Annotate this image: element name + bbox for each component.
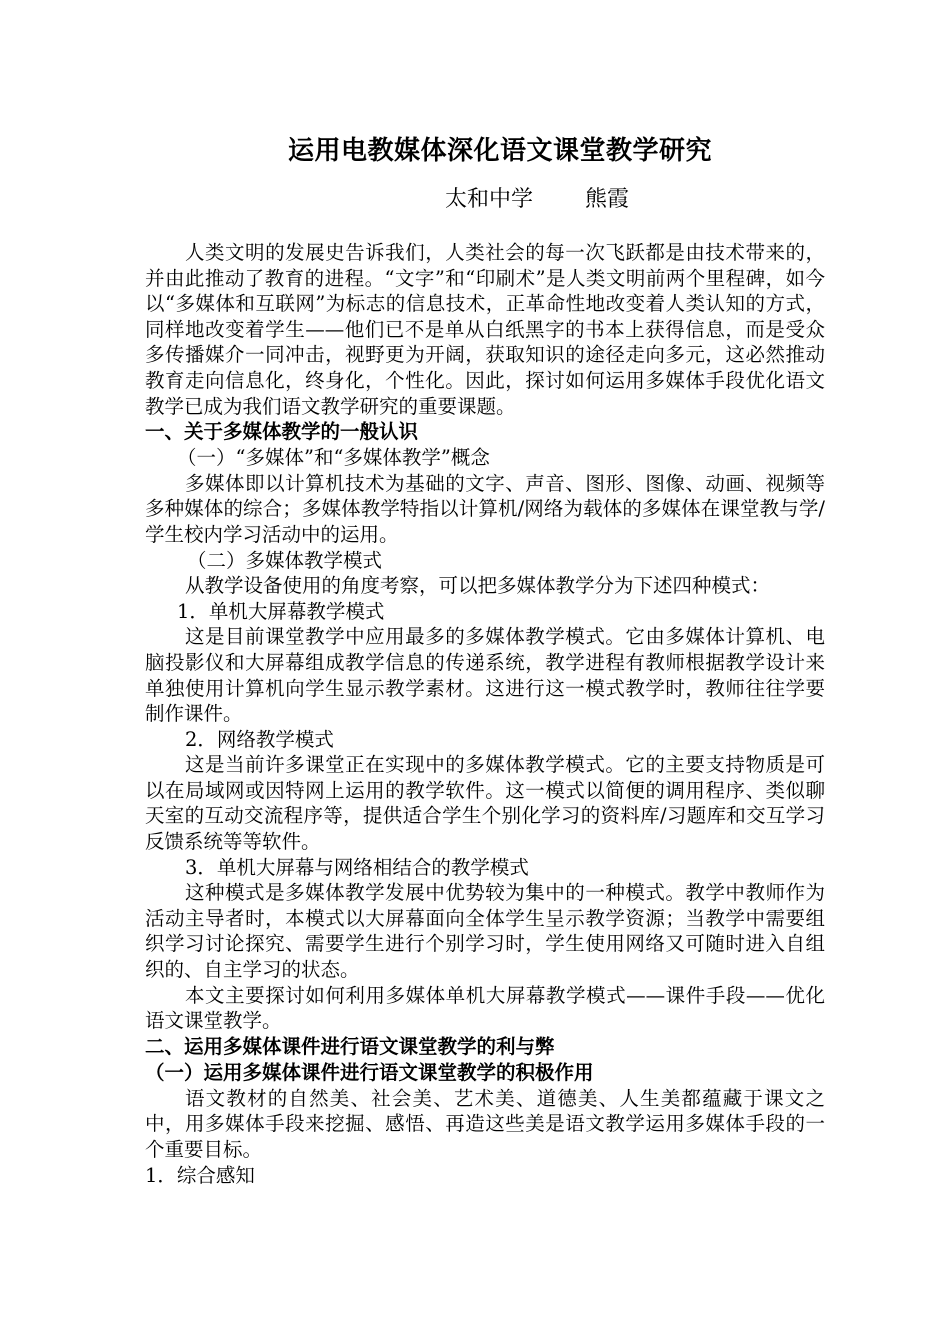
- item1-heading: 1．综合感知: [145, 1163, 255, 1187]
- author-line: [145, 180, 825, 220]
- mode1-paragraph: 这是目前课堂教学中应用最多的多媒体教学模式。它由多媒体计算机、电脑投影仪和大屏幕组成教学信息的传递系统，教学进程有教师根据教学设计来单独使用计算机向学生显示教学素材。这进行这一模式教学时，教师往往学要制作课件。: [145, 625, 825, 726]
- document-page: [145, 130, 825, 1188]
- document-title: 运用电教媒体深化语文课堂教学研究: [287, 136, 712, 166]
- summary-paragraph: 本文主要探讨如何利用多媒体单机大屏幕教学模式——课件手段——优化语文课堂教学。: [145, 983, 825, 1033]
- author-school: 太和中学: [445, 187, 534, 212]
- section1-subheading-2: （二）多媒体教学模式: [187, 548, 383, 572]
- section2-sub1-paragraph: 语文教材的自然美、社会美、艺术美、道德美、人生美都蕴藏于课文之中，用多媒体手段来挖掘、感悟、再造这些美是语文教学运用多媒体手段的一个重要目标。: [145, 1086, 825, 1161]
- mode3-paragraph: 这种模式是多媒体教学发展中优势较为集中的一种模式。教学中教师作为活动主导者时，本模式以大屏幕面向全体学生呈示教学资源；当教学中需要组织学习讨论探究、需要学生进行个别学习时，学生使用网络又可随时进入自组织的、自主学习的状态。: [145, 881, 825, 982]
- mode3-heading: 3．单机大屏幕与网络相结合的教学模式: [185, 855, 529, 879]
- section2-heading: 二、运用多媒体课件进行语文课堂教学的利与弊: [145, 1034, 555, 1058]
- section1-subheading-1: （一）“多媒体”和“多媒体教学”概念: [177, 446, 490, 470]
- section1-sub1-paragraph: 多媒体即以计算机技术为基础的文字、声音、图形、图像、动画、视频等多种媒体的综合；多媒体教学特指以计算机/网络为载体的多媒体在课堂教与学/学生校内学习活动中的运用。: [145, 471, 825, 546]
- intro-paragraph: 人类文明的发展史告诉我们，人类社会的每一次飞跃都是由技术带来的，并由此推动了教育的进程。“文字”和“印刷术”是人类文明前两个里程碑，如今以“多媒体和互联网”为标志的信息技术，正革命性地改变着人类认知的方式，同样地改变着学生——他们已不是单从白纸黑字的书本上获得信息，而是受众多传播媒介一同冲击，视野更为开阔，获取知识的途径走向多元，这必然推动教育走向信息化，终身化，个性化。因此，探讨如何运用多媒体手段优化语文教学已成为我们语文教学研究的重要课题。: [145, 241, 825, 418]
- author-name: 熊霞: [585, 187, 630, 212]
- section1-heading: 一、关于多媒体教学的一般认识: [145, 420, 419, 444]
- section2-subheading-1: （一）运用多媒体课件进行语文课堂教学的积极作用: [145, 1060, 594, 1084]
- mode1-heading: 1．单机大屏幕教学模式: [177, 599, 385, 623]
- section1-sub2-paragraph: 从教学设备使用的角度考察，可以把多媒体教学分为下述四种模式：: [185, 574, 771, 598]
- mode2-heading: 2．网络教学模式: [185, 727, 334, 751]
- mode2-paragraph: 这是当前许多课堂正在实现中的多媒体教学模式。它的主要支持物质是可以在局域网或因特网上运用的教学软件。这一模式以简便的调用程序、类似聊天室的互动交流程序等，提供适合学生个别化学习的资料库/习题库和交互学习反馈系统等等软件。: [145, 753, 825, 854]
